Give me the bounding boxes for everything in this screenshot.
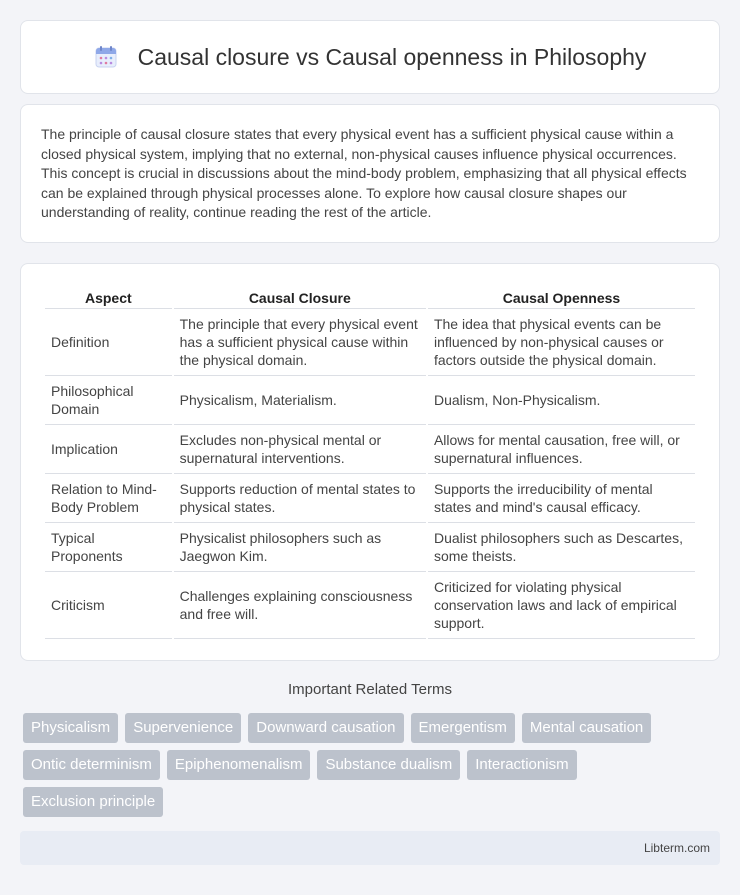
- cell-closure: Supports reduction of mental states to physical states.: [174, 474, 426, 523]
- comparison-card: [20, 263, 720, 661]
- tag-physicalism[interactable]: Physicalism: [23, 713, 118, 743]
- cell-closure: Physicalism, Materialism.: [174, 376, 426, 425]
- column-header-aspect: Aspect: [45, 286, 172, 309]
- cell-closure: Physicalist philosophers such as Jaegwon Kim.: [174, 523, 426, 572]
- intro-card: [20, 104, 720, 243]
- table-header-row: [45, 286, 695, 309]
- cell-openness: Dualist philosophers such as Descartes, some theists.: [428, 523, 695, 572]
- tag-epiphenomenalism[interactable]: Epiphenomenalism: [167, 750, 311, 780]
- intro-paragraph: The principle of causal closure states that every physical event has a sufficient physical cause within a closed physical system, implying that no external, non-physical causes influence physical occurrences. This concept is crucial in discussions about the mind-body problem, emphasizing that all physical effects can be explained through physical processes alone. To explore how causal closure shapes our understanding of reality, continue reading the rest of the article.: [41, 126, 687, 221]
- cell-openness: The idea that physical events can be influenced by non-physical causes or factors outside the physical domain.: [428, 309, 695, 376]
- related-terms-list: [23, 713, 723, 824]
- cell-aspect: Implication: [45, 425, 172, 474]
- column-header-causal-closure: Causal Closure: [174, 286, 426, 309]
- page-title: Causal closure vs Causal openness in Philosophy: [137, 43, 647, 70]
- cell-openness: Supports the irreducibility of mental states and mind's causal efficacy.: [428, 474, 695, 523]
- cell-aspect: Relation to Mind-Body Problem: [45, 474, 172, 523]
- tag-downward-causation[interactable]: Downward causation: [248, 713, 403, 743]
- cell-aspect: Typical Proponents: [45, 523, 172, 572]
- calendar-icon: [94, 45, 118, 69]
- related-terms-title: Important Related Terms: [288, 681, 452, 698]
- table-row: [45, 309, 695, 376]
- cell-aspect: Criticism: [45, 572, 172, 639]
- column-header-causal-openness: Causal Openness: [428, 286, 695, 309]
- table-row: [45, 474, 695, 523]
- header-card: [20, 20, 720, 94]
- cell-closure: The principle that every physical event has a sufficient physical cause within the physical domain.: [174, 309, 426, 376]
- cell-aspect: Definition: [45, 309, 172, 376]
- cell-openness: Criticized for violating physical conservation laws and lack of empirical support.: [428, 572, 695, 639]
- tag-interactionism[interactable]: Interactionism: [467, 750, 576, 780]
- cell-aspect: Philosophical Domain: [45, 376, 172, 425]
- table-row: [45, 523, 695, 572]
- footer: [20, 831, 720, 865]
- cell-closure: Challenges explaining consciousness and free will.: [174, 572, 426, 639]
- tag-exclusion-principle[interactable]: Exclusion principle: [23, 787, 163, 817]
- cell-closure: Excludes non-physical mental or supernatural interventions.: [174, 425, 426, 474]
- tag-substance-dualism[interactable]: Substance dualism: [317, 750, 460, 780]
- cell-openness: Allows for mental causation, free will, or supernatural influences.: [428, 425, 695, 474]
- footer-site-link[interactable]: Libterm.com: [643, 841, 710, 855]
- cell-openness: Dualism, Non-Physicalism.: [428, 376, 695, 425]
- table-row: [45, 376, 695, 425]
- tag-emergentism[interactable]: Emergentism: [411, 713, 515, 743]
- comparison-table: [43, 286, 697, 639]
- table-row: [45, 425, 695, 474]
- table-row: [45, 572, 695, 639]
- tag-mental-causation[interactable]: Mental causation: [522, 713, 651, 743]
- tag-ontic-determinism[interactable]: Ontic determinism: [23, 750, 160, 780]
- tag-supervenience[interactable]: Supervenience: [125, 713, 241, 743]
- header: [94, 44, 647, 71]
